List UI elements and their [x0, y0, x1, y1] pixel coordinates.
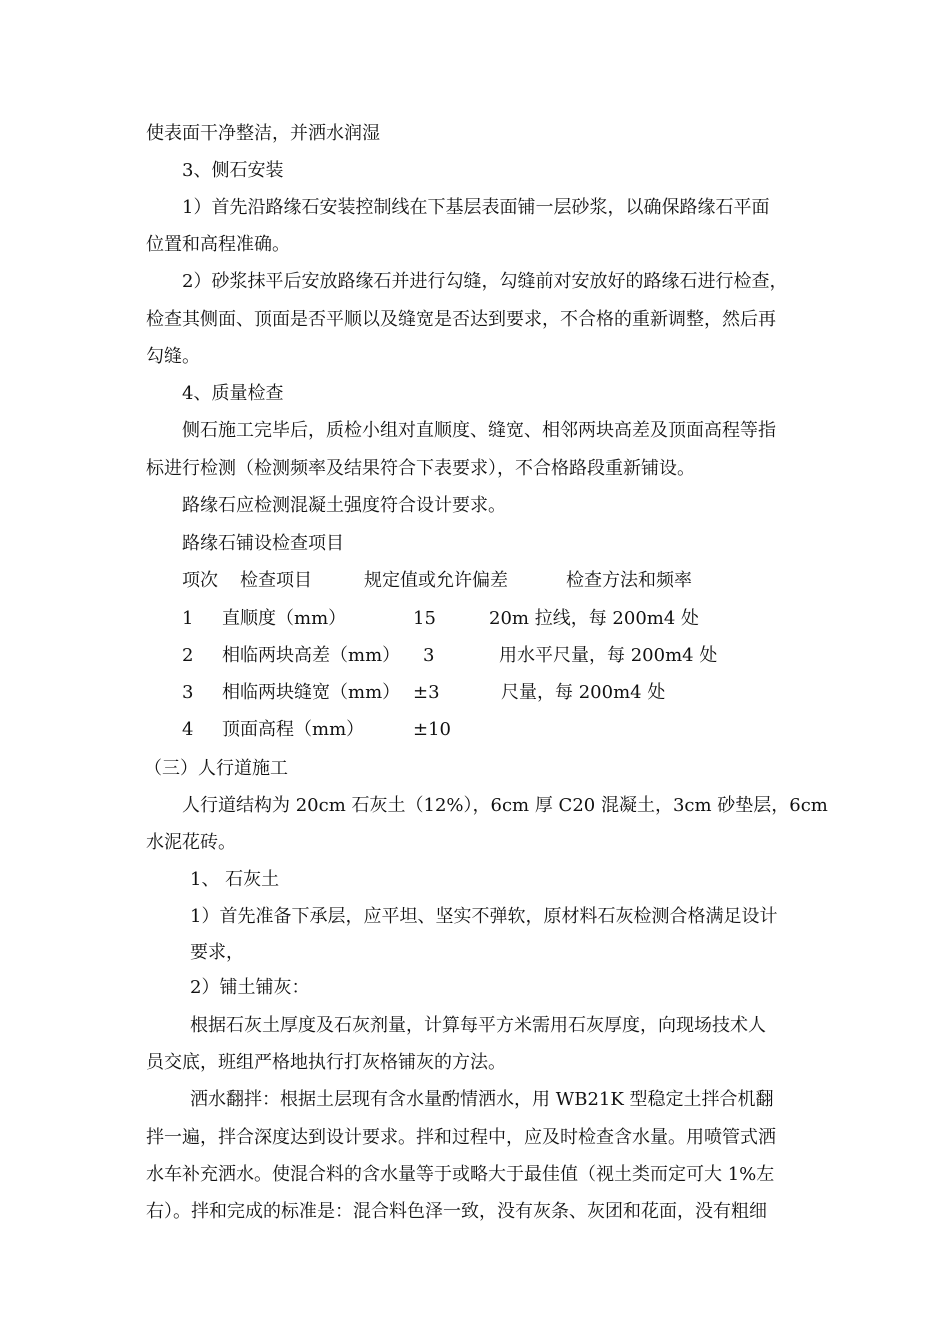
table-cell: 15: [413, 608, 436, 629]
paragraph-line: 2）砂浆抹平后安放路缘石并进行勾缝，勾缝前对安放好的路缘石进行检查，: [182, 271, 788, 292]
paragraph-line: 根据石灰土厚度及石灰剂量，计算每平方米需用石灰厚度，向现场技术人: [190, 1015, 766, 1036]
paragraph-line: 使表面干净整洁，并洒水润湿: [146, 123, 380, 144]
table-cell: ±10: [413, 719, 451, 740]
paragraph-line: 检查其侧面、顶面是否平顺以及缝宽是否达到要求，不合格的重新调整，然后再: [146, 309, 776, 330]
paragraph-line: 标进行检测（检测频率及结果符合下表要求），不合格路段重新铺设。: [146, 458, 695, 479]
paragraph-line: 要求，: [190, 942, 244, 963]
table-cell: 尺量，每 200m4 处: [501, 682, 666, 703]
table-cell: 直顺度（mm）: [222, 608, 347, 629]
table-cell: 顶面高程（mm）: [222, 719, 365, 740]
table-cell: 3: [182, 682, 194, 703]
paragraph-line: 1）首先沿路缘石安装控制线在下基层表面铺一层砂浆，以确保路缘石平面: [182, 197, 770, 218]
section-heading: 3、侧石安装: [182, 160, 284, 181]
table-cell: 相临两块高差（mm）: [222, 645, 401, 666]
paragraph-line: 1）首先准备下承层，应平坦、坚实不弹软，原材料石灰检测合格满足设计: [190, 906, 778, 927]
paragraph-line: 水车补充洒水。使混合料的含水量等于或略大于最佳值（视土类而定可大 1%左: [146, 1164, 775, 1185]
table-cell: 用水平尺量，每 200m4 处: [499, 645, 718, 666]
section-heading: 4、质量检查: [182, 383, 284, 404]
paragraph-line: 勾缝。: [146, 346, 200, 367]
table-cell: ±3: [413, 682, 440, 703]
paragraph-line: 位置和高程准确。: [146, 234, 290, 255]
paragraph-line: 员交底，班组严格地执行打灰格铺灰的方法。: [146, 1052, 506, 1073]
section-heading: （三）人行道施工: [144, 758, 288, 779]
paragraph-line: 洒水翻拌：根据土层现有含水量酌情洒水，用 WB21K 型稳定土拌合机翻: [190, 1089, 774, 1110]
paragraph-line: 水泥花砖。: [146, 832, 236, 853]
paragraph-line: 人行道结构为 20cm 石灰土（12%），6cm 厚 C20 混凝土，3cm 砂垫层，6cm: [182, 795, 828, 816]
table-header-cell: 项次: [182, 570, 218, 591]
section-heading: 1、 石灰土: [190, 869, 280, 890]
paragraph-line: 拌一遍，拌合深度达到设计要求。拌和过程中，应及时检查含水量。用喷管式洒: [146, 1127, 776, 1148]
table-cell: 20m 拉线，每 200m4 处: [489, 608, 700, 629]
paragraph-line: 2）铺土铺灰：: [190, 977, 310, 998]
paragraph-line: 路缘石应检测混凝土强度符合设计要求。: [182, 495, 506, 516]
table-header-cell: 规定值或允许偏差: [364, 570, 508, 591]
table-cell: 2: [182, 645, 194, 666]
table-cell: 4: [182, 719, 194, 740]
paragraph-line: 右）。拌和完成的标准是：混合料色泽一致，没有灰条、灰团和花面，没有粗细: [146, 1201, 767, 1222]
table-cell: 相临两块缝宽（mm）: [222, 682, 401, 703]
table-header-cell: 检查方法和频率: [566, 570, 692, 591]
paragraph-line: 侧石施工完毕后，质检小组对直顺度、缝宽、相邻两块高差及顶面高程等指: [182, 420, 776, 441]
table-cell: 3: [423, 645, 435, 666]
table-title: 路缘石铺设检查项目: [182, 533, 344, 554]
table-header-cell: 检查项目: [240, 570, 312, 591]
table-cell: 1: [182, 608, 194, 629]
